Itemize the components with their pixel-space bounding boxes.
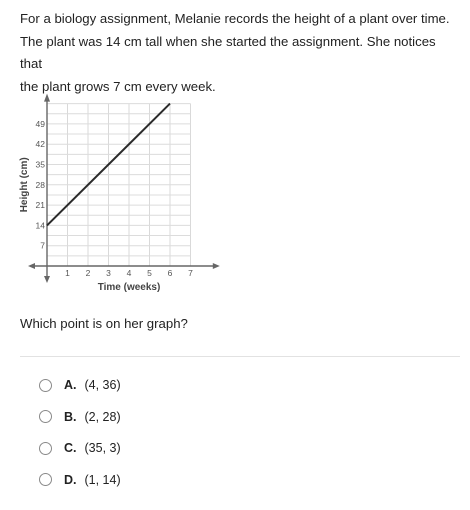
choice-c[interactable] — [39, 437, 121, 459]
choice-d-text: (1, 14) — [84, 472, 121, 487]
question-line-2: The plant was 14 cm tall when she started the assignment. She notices that — [20, 33, 436, 71]
x-tick-label: 4 — [126, 268, 132, 278]
divider — [20, 356, 460, 357]
x-tick-label: 2 — [85, 268, 91, 278]
radio-d[interactable] — [39, 473, 52, 486]
y-tick-label: 7 — [40, 240, 45, 251]
choice-a[interactable] — [39, 374, 121, 396]
x-axis-arrow-left — [28, 263, 35, 269]
y-tick-label: 21 — [35, 200, 45, 211]
x-axis-label: Time (weeks) — [97, 282, 161, 293]
y-axis-arrow-down — [44, 276, 50, 283]
choice-a-text: (4, 36) — [84, 378, 121, 392]
choice-b[interactable] — [39, 406, 121, 428]
x-tick-label: 3 — [106, 268, 111, 278]
question-line-1: For a biology assignment, Melanie records the height of a plant over time. — [20, 11, 450, 26]
x-axis-arrow-right — [213, 263, 220, 269]
prompt-text: Which point is on her graph? — [20, 316, 188, 331]
question-line-3: the plant grows 7 cm every week. — [20, 78, 216, 94]
choice-c-text: (35, 3) — [84, 441, 121, 456]
y-tick-label: 42 — [35, 139, 45, 150]
radio-a[interactable] — [39, 379, 52, 392]
choice-c-letter: C. — [64, 441, 77, 456]
y-tick-label: 35 — [35, 159, 45, 170]
choice-b-text: (2, 28) — [84, 409, 121, 424]
y-tick-label: 49 — [35, 118, 45, 129]
radio-c[interactable] — [39, 442, 52, 455]
x-tick-label: 5 — [147, 268, 152, 278]
x-tick-label: 7 — [188, 268, 193, 278]
choice-d[interactable] — [39, 469, 121, 491]
answer-choices — [39, 374, 121, 500]
choice-d-letter: D. — [64, 472, 77, 487]
y-tick-label: 28 — [35, 179, 45, 190]
y-axis-arrow-up — [44, 94, 50, 102]
y-axis-label: Height (cm) — [19, 157, 30, 213]
x-tick-label: 1 — [65, 268, 70, 278]
radio-b[interactable] — [39, 410, 52, 423]
x-tick-label: 6 — [167, 268, 173, 278]
choice-b-letter: B. — [64, 409, 77, 424]
y-tick-label: 14 — [35, 220, 45, 231]
choice-a-letter: A. — [64, 378, 77, 392]
